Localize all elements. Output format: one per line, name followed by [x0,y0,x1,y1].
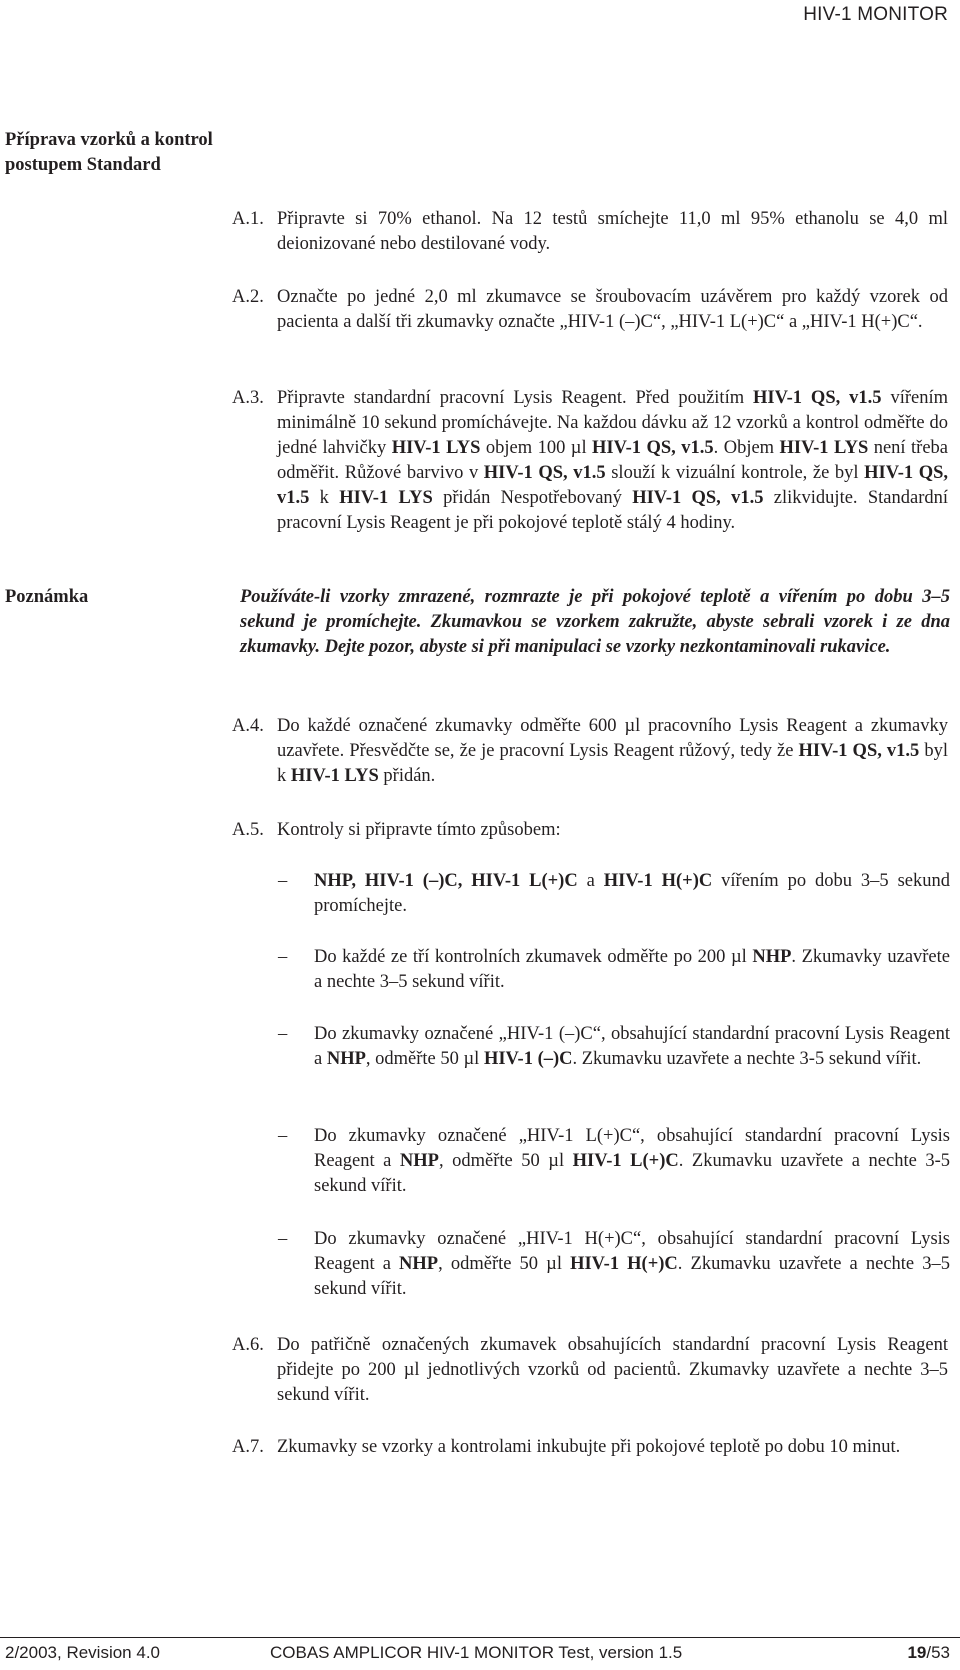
text-run: slouží k vizuální kontrole, že byl [605,463,865,483]
text-run: . Zkumavku uzavřete a nechte 3-5 sekund vířit. [314,1151,950,1196]
footer-revision: 2/2003, Revision 4.0 [5,1643,160,1662]
step-number: A.4. [232,716,264,736]
section-title-line1: Příprava vzorků a kontrol [5,130,213,150]
text-run: . Objem [713,438,780,458]
step-number: A.3. [232,388,264,408]
reagent-name: HIV-1 LYS [290,766,379,786]
reagent-name: HIV-1 QS, v1.5 [277,463,949,508]
note-text: Používáte-li vzorky zmrazené, rozmrazte je při pokojové teplotě a vířením po dobu 3–5 sekund je promíchejte. Zkumavkou se vzorkem zakružte, abyste sebrali vzorek i ze dna zkumavky. Dejte pozor, abyste si při manipulaci se vzorky nezkontaminovali rukavice. [240,587,950,657]
step-number: A.1. [232,209,264,229]
running-header: HIV-1 MONITOR [803,4,948,25]
text-run: a [577,871,604,891]
reagent-name: HIV-1 QS, v1.5 [632,488,764,508]
dash-marker: – [278,1229,288,1249]
reagent-name: HIV-1 QS, v1.5 [483,463,606,483]
section-title-line2: postupem Standard [5,155,161,175]
text-run: Připravte standardní pracovní Lysis Reagent. Před použitím [277,388,754,408]
text-run: přidán Nespotřebovaný [432,488,633,508]
dash-marker: – [278,1024,288,1044]
step-text: Zkumavky se vzorky a kontrolami inkubujte při pokojové teplotě po dobu 10 minut. [277,1437,901,1457]
text-run: , odměřte 50 µl [365,1049,484,1069]
text-run: zlikvidujte. Standardní pracovní Lysis Reagent je při pokojové teplotě stálý 4 hodiny. [277,488,948,533]
reagent-name: HIV-1 LYS [391,438,481,458]
reagent-name: NHP [326,1049,366,1069]
current-page: 19 [907,1643,927,1662]
dash-marker: – [278,947,288,967]
text-run: není třeba odměřit. Růžové barvivo v [277,438,949,483]
text-run: objem 100 µl [480,438,593,458]
text-run: . Zkumavky uzavřete a nechte 3–5 sekund vířit. [314,947,950,992]
bullet-text [314,945,950,995]
text-run: Do zkumavky označené „HIV-1 (–)C“, obsahující standardní pracovní Lysis Reagent a [314,1024,950,1069]
reagent-name: HIV-1 H(+)C [570,1254,678,1274]
footer-page-number [907,1643,950,1663]
text-run: . Zkumavku uzavřete a nechte 3-5 sekund vířit. [572,1049,922,1069]
text-run: byl k [277,741,948,786]
text-run: Do zkumavky označené „HIV-1 H(+)C“, obsahující standardní pracovní Lysis Reagent a [314,1229,950,1274]
reagent-name: NHP, HIV-1 (–)C, HIV-1 L(+)C [314,871,578,891]
reagent-name: HIV-1 LYS [339,488,433,508]
section-title [5,128,245,178]
text-run: Do zkumavky označené „HIV-1 L(+)C“, obsahující standardní pracovní Lysis Reagent a [314,1126,950,1171]
bullet-text [314,869,950,919]
step-number: A.2. [232,287,264,307]
dash-marker: – [278,1126,288,1146]
step-text: Označte po jedné 2,0 ml zkumavce se šroubovacím uzávěrem pro každý vzorek od pacienta a další tři zkumavky označte „HIV-1 (–)C“, „HIV-1 L(+)C“ a „HIV-1 H(+)C“. [277,287,948,332]
reagent-name: HIV-1 L(+)C [572,1151,679,1171]
text-run: Do každé ze tří kontrolních zkumavek odměřte po 200 µl [314,947,753,967]
step-text: Do patřičně označených zkumavek obsahujících standardní pracovní Lysis Reagent přidejte po 200 µl jednotlivých vzorků od pacientů. Zkumavky uzavřete a nechte 3–5 sekund vířit. [277,1335,948,1405]
footer-rule [0,1637,960,1638]
text-run: . Zkumavku uzavřete a nechte 3–5 sekund vířit. [314,1254,950,1299]
step-text: Připravte si 70% ethanol. Na 12 testů smíchejte 11,0 ml 95% ethanolu se 4,0 ml deionizované nebo destilované vody. [277,209,948,254]
text-run: Do každé označené zkumavky odměřte 600 µl pracovního Lysis Reagent a zkumavky uzavřete. Přesvědčte se, že je pracovní Lysis Reagent růžový, tedy že [277,716,948,761]
reagent-name: HIV-1 QS, v1.5 [592,438,714,458]
reagent-name: HIV-1 QS, v1.5 [798,741,920,761]
footer-product: COBAS AMPLICOR HIV-1 MONITOR Test, version 1.5 [270,1643,683,1662]
reagent-name: NHP [399,1151,439,1171]
text-run: vířením po dobu 3–5 sekund promíchejte. [314,871,950,916]
reagent-name: HIV-1 LYS [779,438,869,458]
note-label: Poznámka [5,587,89,607]
reagent-name: HIV-1 (–)C [483,1049,573,1069]
step-text [277,714,948,789]
step-number: A.5. [232,820,264,840]
reagent-name: HIV-1 H(+)C [603,871,713,891]
step-text [277,386,948,536]
reagent-name: NHP [399,1254,439,1274]
step-number: A.7. [232,1437,264,1457]
text-run: vířením minimálně 10 sekund promíchávejte. Na každou dávku až 12 vzorků a kontrol odměřte do jedné lahvičky [277,388,949,458]
bullet-text [314,1124,950,1199]
text-run: , odměřte 50 µl [438,1151,573,1171]
reagent-name: NHP [752,947,792,967]
step-text: Kontroly si připravte tímto způsobem: [277,820,561,840]
step-number: A.6. [232,1335,264,1355]
total-pages: /53 [926,1643,950,1662]
bullet-text [314,1022,950,1072]
dash-marker: – [278,871,288,891]
text-run: k [309,488,340,508]
reagent-name: HIV-1 QS, v1.5 [753,388,882,408]
text-run: přidán. [378,766,436,786]
bullet-text [314,1227,950,1302]
text-run: , odměřte 50 µl [438,1254,571,1274]
